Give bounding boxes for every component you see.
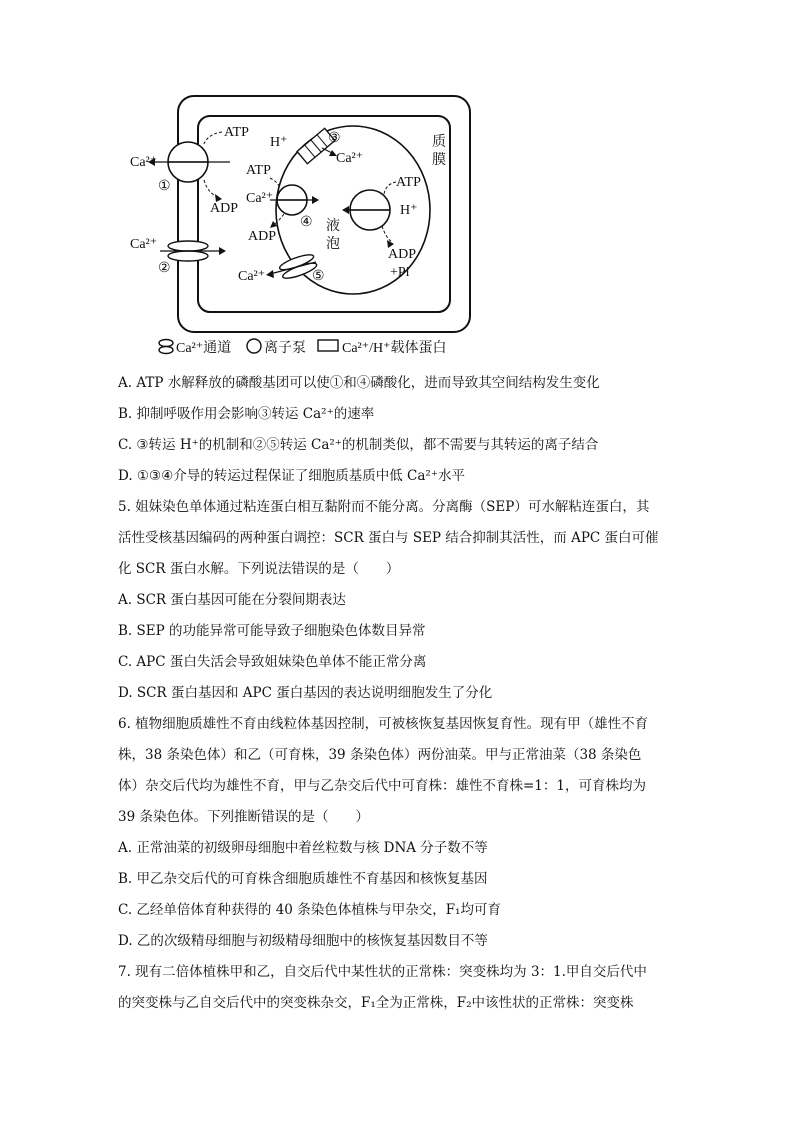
text-line: A. ATP 水解释放的磷酸基团可以使①和④磷酸化，进而导致其空间结构发生变化 xyxy=(118,375,600,391)
num-4: ④ xyxy=(300,215,313,230)
text-line: C. APC 蛋白失活会导致姐妹染色单体不能正常分离 xyxy=(118,654,427,670)
vacuole-label-1: 液 xyxy=(326,219,340,234)
text-line: C. 乙经单倍体育种获得的 40 条染色体植株与甲杂交，F₁均可育 xyxy=(118,902,501,918)
text-line: D. SCR 蛋白基因和 APC 蛋白基因的表达说明细胞发生了分化 xyxy=(118,685,493,701)
ca-label-left-2: Ca²⁺ xyxy=(130,237,158,252)
legend-pump: 离子泵 xyxy=(264,341,306,356)
atp-label-2: ATP xyxy=(246,163,271,178)
text-line: B. 甲乙杂交后代的可育株含细胞质雄性不育基因和核恢复基因 xyxy=(118,871,488,887)
num-1: ① xyxy=(158,179,171,194)
text-line: D. ①③④介导的转运过程保证了细胞质基质中低 Ca²⁺水平 xyxy=(118,468,465,484)
h-label-top: H⁺ xyxy=(270,135,288,150)
text-line: 活性受核基因编码的两种蛋白调控：SCR 蛋白与 SEP 结合抑制其活性，而 APC 蛋白可催 xyxy=(118,530,659,546)
adp-label-2: ADP xyxy=(248,229,277,244)
ca-label-mid: Ca²⁺ xyxy=(246,191,274,206)
text-line: A. 正常油菜的初级卵母细胞中着丝粒数与核 DNA 分子数不等 xyxy=(118,840,488,856)
ca-label-left-1: Ca²⁺ xyxy=(130,155,158,170)
text-line: 6. 植物细胞质雄性不育由线粒体基因控制，可被核恢复基因恢复育性。现有甲（雄性不育 xyxy=(118,716,649,732)
text-line: D. 乙的次级精母细胞与初级精母细胞中的核恢复基因数目不等 xyxy=(118,933,488,949)
ca-label-bottom: Ca²⁺ xyxy=(238,269,266,284)
membrane-label-1: 质 xyxy=(432,135,446,150)
adp-label-1: ADP xyxy=(210,201,239,216)
legend-carrier: Ca²⁺/H⁺载体蛋白 xyxy=(342,341,447,356)
vacuole-label-2: 泡 xyxy=(326,237,340,252)
membrane-label-2: 膜 xyxy=(432,153,446,168)
text-line: 7. 现有二倍体植株甲和乙，自交后代中某性状的正常株：突变株均为 3：1.甲自交后代中 xyxy=(118,964,647,980)
num-3: ③ xyxy=(328,131,341,146)
text-line: 的突变株与乙自交后代中的突变株杂交，F₁全为正常株，F₂中该性状的正常株：突变株 xyxy=(118,995,634,1011)
text-line: 化 SCR 蛋白水解。下列说法错误的是（ ） xyxy=(118,561,400,577)
text-line: B. SEP 的功能异常可能导致子细胞染色体数目异常 xyxy=(118,623,426,639)
text-line: 体）杂交后代均为雄性不育，甲与乙杂交后代中可育株：雄性不育株=1：1，可育株均为 xyxy=(118,778,646,794)
legend xyxy=(159,339,447,356)
legend-channel: Ca²⁺通道 xyxy=(176,341,232,356)
num-5: ⑤ xyxy=(312,269,325,284)
membrane-transport-diagram xyxy=(120,90,480,360)
text-line: 39 条染色体。下列推断错误的是（ ） xyxy=(118,809,369,825)
adp-pi-label-2: +Pi xyxy=(390,265,410,280)
ca-label-top: Ca²⁺ xyxy=(336,151,364,166)
text-line: A. SCR 蛋白基因可能在分裂间期表达 xyxy=(118,592,346,608)
ca-channel-2-bottom xyxy=(168,251,208,261)
text-line: 5. 姐妹染色单体通过粘连蛋白相互黏附而不能分离。分离酶（SEP）可水解粘连蛋白，其 xyxy=(118,499,650,515)
text-line: B. 抑制呼吸作用会影响③转运 Ca²⁺的速率 xyxy=(118,406,375,422)
h-label-right: H⁺ xyxy=(400,203,418,218)
adp-pi-label-1: ADP xyxy=(388,247,417,262)
num-2: ② xyxy=(158,261,171,276)
atp-label-1: ATP xyxy=(224,125,249,140)
text-line: 株，38 条染色体）和乙（可育株，39 条染色体）两份油菜。甲与正常油菜（38 条染色 xyxy=(118,747,642,763)
ca-channel-2-top xyxy=(168,241,208,251)
atp-label-3: ATP xyxy=(396,175,421,190)
text-line: C. ③转运 H⁺的机制和②⑤转运 Ca²⁺的机制类似，都不需要与其转运的离子结合 xyxy=(118,437,599,453)
